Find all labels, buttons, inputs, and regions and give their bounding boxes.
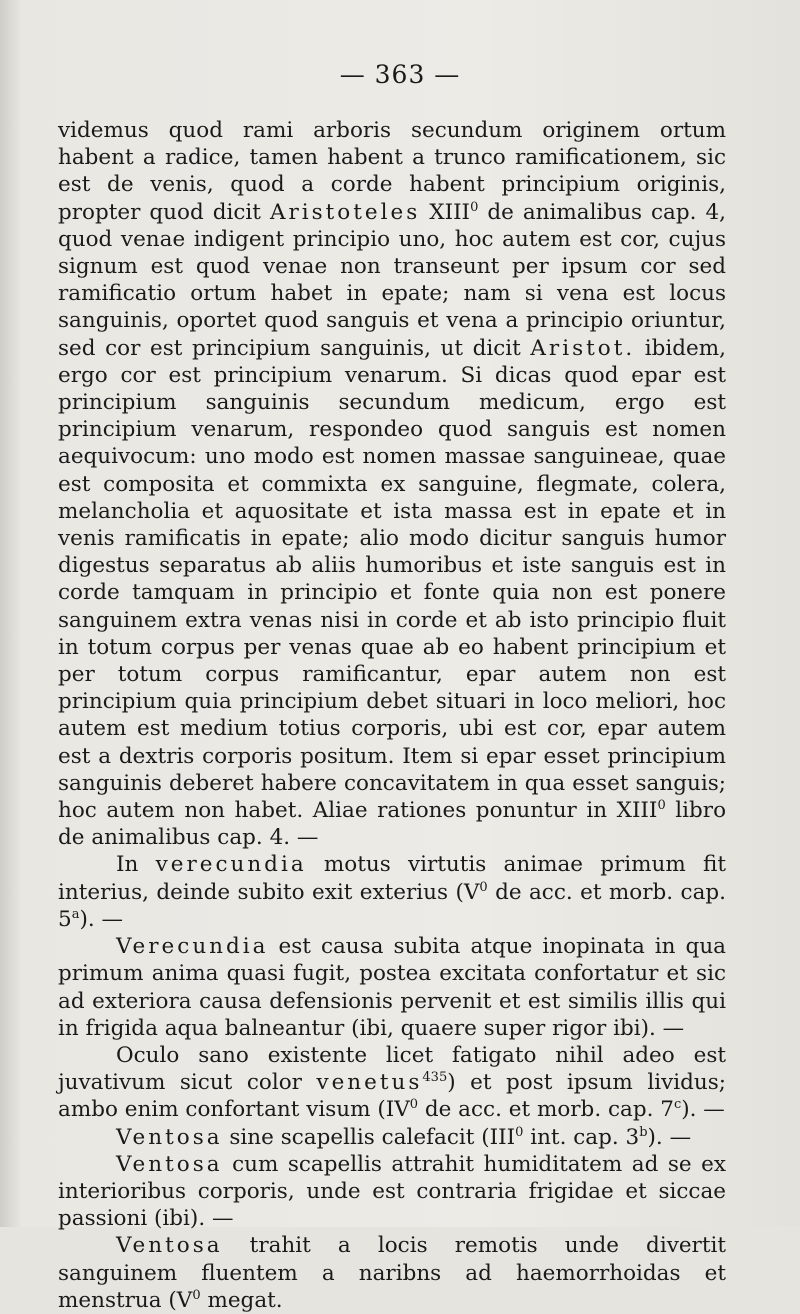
spaced-term: Ventosa: [116, 1151, 223, 1177]
text-run: megat.: [200, 1287, 283, 1313]
text-run: sine scapellis calefacit (III: [222, 1124, 516, 1150]
spaced-term: Ventosa: [116, 1124, 223, 1150]
spaced-term: verecundia: [155, 852, 307, 878]
text-run: XIII: [420, 199, 471, 225]
text-run: ). —: [647, 1124, 692, 1150]
paragraph: [58, 1042, 726, 1124]
text-run: ). —: [79, 906, 124, 932]
body-text: [58, 117, 726, 1314]
superscript: a: [71, 906, 80, 922]
text-run: de acc. et morb. cap. 5: [58, 879, 726, 932]
paragraph: [58, 1151, 726, 1233]
spaced-term: Ventosa: [116, 1233, 223, 1259]
text-run: ibidem, ergo cor est principium venarum. Si dicas quod epar est principium sanguinis secundum medicum, ergo est principium venarum, respondeo quod sanguis est nomen aequivocum: uno modo est nomen massae sanguineae, quae est composita et commixta ex sanguine, flegmate, colera, melancholia et aquositate et ista massa est in epate et in venis ramificatis in epate; alio modo dicitur sanguis humor digestus separatus ab aliis humoribus et iste sanguis est in corde tamquam in principio et fonte quia non est ponere sanguinem extra venas nisi in corde et ab isto principio fluit in totum corpus per venas quae ab eo habent principium et per totum corpus ramificantur, epar autem non est principium quia principium debet situari in loco meliori, hoc autem est medium totius corporis, ubi est cor, epar autem est a dextris corporis positum. Item si epar esset principium sanguinis deberet habere concavitatem in qua esset sanguis; hoc autem non habet. Aliae rationes ponuntur in XIII: [58, 335, 726, 824]
text-run: ) et post ipsum lividus; ambo enim confortant visum (IV: [58, 1070, 726, 1123]
spaced-term: Aristoteles: [269, 199, 421, 225]
paragraph: [58, 1124, 726, 1151]
paragraph: [58, 851, 726, 933]
superscript: 0: [192, 1287, 201, 1303]
page-number: — 363 —: [339, 60, 461, 89]
text-run: cum scapellis attrahit humiditatem ad se ex interioribus corporis, unde est contraria frigidae et siccae passioni (ibi). —: [58, 1151, 726, 1232]
superscript: 435: [422, 1070, 448, 1086]
text-run: Oculo sano existente licet fatigato nihil adeo est juvativum sicut color: [58, 1042, 726, 1096]
paragraph: [58, 1232, 726, 1314]
superscript: 0: [470, 199, 479, 215]
spaced-term: Aristot.: [530, 335, 636, 361]
text-run: int. cap. 3: [523, 1124, 640, 1150]
superscript: 0: [479, 879, 488, 895]
superscript: 0: [515, 1124, 524, 1140]
text-run: videmus quod rami arboris secundum originem ortum habent a radice, tamen habent a trunco ramificationem, sic est de venis, quod a corde habent principium originis, propter quod dicit: [58, 118, 726, 225]
text-run: trahit a locis remotis unde divertit sanguinem fluentem a naribns ad haemorrhoidas et menstrua (V: [58, 1233, 726, 1313]
text-run: de acc. et morb. cap. 7: [418, 1097, 674, 1123]
paragraph: [58, 117, 726, 851]
text-run: de animalibus cap. 4, quod venae indigent principio uno, hoc autem est cor, cujus signum est quod venae non transeunt per ipsum cor sed ramificatio ortum habet in epate; nam si vena est locus sanguinis, oportet quod sanguis et vena a principio oriuntur, sed cor est principium sanguinis, ut dicit: [58, 199, 727, 361]
text-run: ). —: [681, 1097, 725, 1123]
spaced-term: venetus: [316, 1070, 423, 1096]
text-run: libro de animalibus cap. 4. —: [58, 798, 727, 851]
paragraph: [58, 933, 726, 1042]
text-run: In: [116, 852, 156, 878]
superscript: b: [639, 1124, 648, 1140]
superscript: c: [673, 1097, 682, 1113]
superscript: 0: [657, 798, 666, 814]
spaced-term: Verecundia: [116, 934, 269, 960]
text-run: est causa subita atque inopinata in qua primum anima quasi fugit, postea excitata confortatur et sic ad exteriora causa defensionis pervenit et est similis illis qui in frigida aqua balneantur (ibi, quaere super rigor ibi). —: [58, 934, 726, 1041]
superscript: 0: [409, 1097, 419, 1113]
text-run: motus virtutis animae primum fit interius, deinde subito exit exterius (V: [58, 852, 726, 905]
